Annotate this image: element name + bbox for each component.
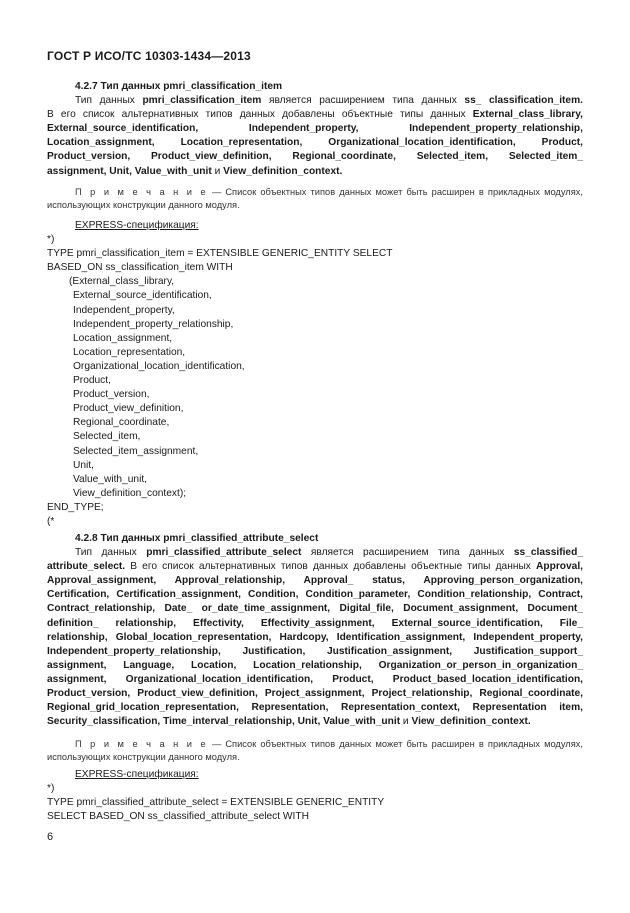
note-line: П р и м е ч а н и е — Список объектных типов данных может быть расширен в прикладных модулях, [75, 187, 583, 197]
code-line: Unit, [73, 459, 94, 471]
code-line: Product_version, [73, 389, 150, 401]
paragraph-line: Product_version, Product_view_definition, Regional_coordinate, Selected_item, Selected_item_ [47, 151, 583, 163]
paragraph-line: Location_assignment, Location_representation, Organizational_location_identification, Product, [47, 137, 583, 149]
express-spec-label: EXPRESS-спецификация: [75, 769, 199, 780]
code-line: Selected_item, [73, 431, 141, 443]
note-4-2-8 [47, 738, 583, 765]
note-line: использующих конструкции данного модуля. [47, 752, 240, 763]
section-heading: 4.2.8 Тип данных pmri_classified_attribute_select [75, 533, 319, 544]
note-line: использующих конструкции данного модуля. [47, 200, 240, 211]
paragraph-line: Certification, Certification_assignment, Condition, Condition_parameter, Condition_relationship, Contract, [47, 589, 583, 601]
code-line: Product, [73, 375, 111, 387]
code-line: Location_representation, [73, 346, 186, 358]
code-line: *) [47, 234, 55, 246]
code-line: View_definition_context); [73, 487, 187, 499]
paragraph-line: Тип данных pmri_classification_item является расширением типа данных ss_ classification_item. [75, 95, 583, 107]
note-4-2-7 [47, 186, 583, 213]
paragraph-line: External_source_identification, Independent_property, Independent_property_relationship, [47, 123, 583, 135]
express-block-4-2-8 [47, 768, 583, 824]
paragraph-line: Regional_grid_location_representation, Representation, Representation_context, Representation item, [47, 702, 583, 714]
note-line: П р и м е ч а н и е — Список объектных типов данных может быть расширен в прикладных модулях, [75, 739, 583, 749]
code-line: TYPE pmri_classification_item = EXTENSIBLE GENERIC_ENTITY SELECT [47, 248, 393, 260]
code-line: External_source_identification, [73, 290, 212, 302]
section-heading: 4.2.7 Тип данных pmri_classification_item [75, 81, 283, 92]
code-line: Regional_coordinate, [73, 417, 170, 429]
code-line: BASED_ON ss_classification_item WITH [47, 262, 233, 274]
paragraph-line: Contract_relationship, Date_ or_date_time_assignment, Digital_file, Document_assignment, Document_ [47, 603, 583, 615]
paragraph-line: Product_version, Product_view_definition, Project_assignment, Project_relationship, Regional_coordinate, [47, 688, 583, 700]
code-line: END_TYPE; [47, 501, 104, 513]
paragraph-line: В его список альтернативных типов данных добавлены объектные типы данных External_class_library, [47, 109, 583, 121]
document-header: ГОСТ Р ИСО/ТС 10303-1434—2013 [47, 49, 251, 63]
paragraph-line: assignment, Organizational_location_identification, Product, Product_based_location_identification, [47, 673, 583, 685]
code-line: (External_class_library, [69, 276, 175, 288]
code-line: Product_view_definition, [73, 403, 184, 415]
paragraph-line: assignment, Language, Location, Location_relationship, Organization_or_person_in_organization_ [47, 659, 583, 671]
code-line: *) [47, 783, 55, 795]
section-4-2-7 [47, 80, 583, 179]
express-block-4-2-7 [47, 219, 583, 529]
section-4-2-8 [47, 532, 583, 729]
code-line: Location_assignment, [73, 332, 173, 344]
note-label: П р и м е ч а н и е [75, 739, 208, 749]
paragraph-line: attribute_select. В его список альтернативных типов данных добавлены объектные типы данных Approval, [47, 561, 583, 573]
page-number: 6 [47, 831, 54, 843]
paragraph-line: relationship, Global_location_representation, Hardcopy, Identification_assignment, Independent_property, [47, 631, 583, 643]
paragraph-line: Approval_assignment, Approval_relationship, Approval_ status, Approving_person_organization, [47, 575, 583, 587]
code-line: Independent_property, [73, 304, 175, 316]
note-label: П р и м е ч а н и е [75, 187, 208, 197]
code-line: Value_with_unit, [73, 473, 148, 485]
paragraph-line: Independent_property_relationship, Justification, Justification_assignment, Justification_support_ [47, 645, 583, 657]
code-line: TYPE pmri_classified_attribute_select = EXTENSIBLE GENERIC_ENTITY [47, 797, 385, 809]
code-line: (* [47, 515, 55, 527]
code-line: Selected_item_assignment, [73, 445, 199, 457]
paragraph-line: assignment, Unit, Value_with_unit и View_definition_context. [47, 165, 343, 177]
code-line: Independent_property_relationship, [73, 318, 234, 330]
paragraph-line: definition_ relationship, Effectivity, Effectivity_assignment, External_source_identification, File_ [47, 617, 583, 629]
paragraph-line: Security_classification, Time_interval_relationship, Unit, Value_with_unit и View_definition_context. [47, 716, 531, 728]
paragraph-line: Тип данных pmri_classified_attribute_select является расширением типа данных ss_classified_ [75, 547, 583, 559]
code-line: Organizational_location_identification, [73, 360, 245, 372]
express-spec-label: EXPRESS-спецификация: [75, 220, 199, 231]
code-line: SELECT BASED_ON ss_classified_attribute_select WITH [47, 811, 309, 823]
